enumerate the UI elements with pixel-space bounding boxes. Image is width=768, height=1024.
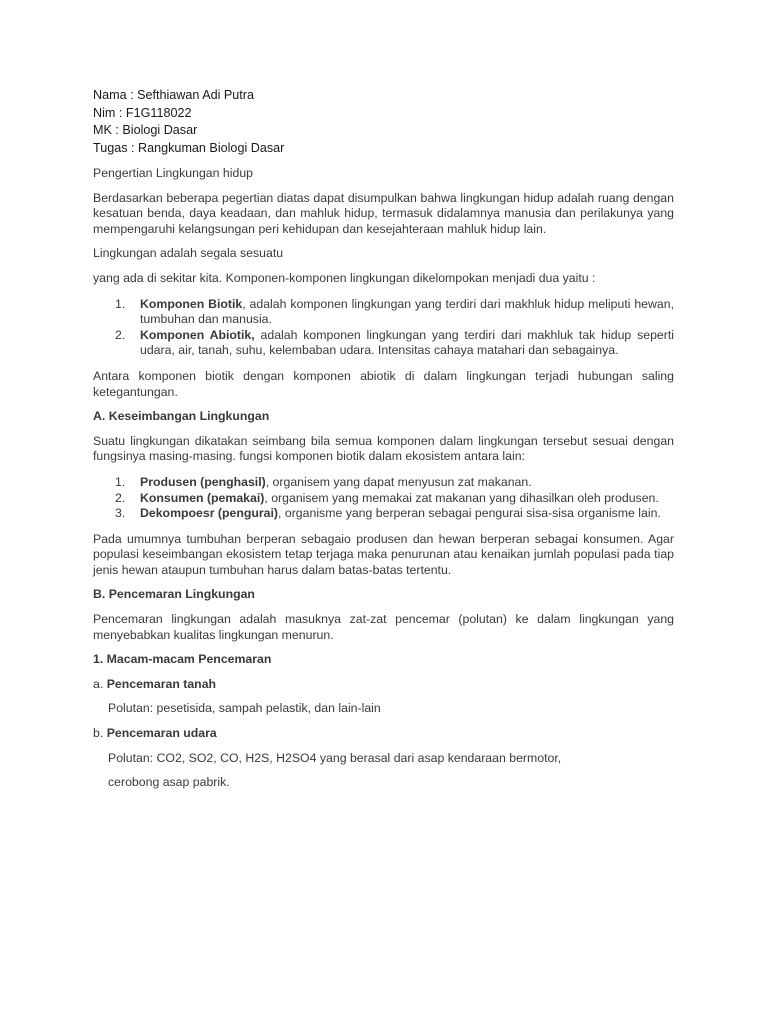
function-list: [93, 475, 674, 522]
list-item: 3. Dekompoesr (pengurai), organisme yang berperan sebagai pengurai sisa-sisa organisme lain.: [115, 506, 661, 521]
subsection-item: a. Pencemaran tanah: [93, 676, 217, 691]
paragraph: cerobong asap pabrik.: [108, 775, 230, 790]
paragraph: Pada umumnya tumbuhan berperan sebagaio produsen dan hewan berperan sebagai konsumen. Agar populasi keseimbangan ekosistem tetap terjaga maka penurunan atau kenaikan jumlah populasi pada tiap jenis hewan ataupun tumbuhan harus dalam batas-batas tertentu.: [93, 531, 674, 577]
paragraph: yang ada di sekitar kita. Komponen-komponen lingkungan dikelompokan menjadi dua yaitu :: [93, 270, 596, 285]
course-name: MK : Biologi Dasar: [93, 123, 198, 137]
section-heading: Pengertian Lingkungan hidup: [93, 166, 253, 180]
document-body: [93, 166, 674, 791]
list-item: 1. Produsen (penghasil), organisem yang dapat menyusun zat makanan.: [115, 474, 532, 489]
list-item: 2. Komponen Abiotik, adalah komponen lingkungan yang terdiri dari makhluk tak hidup seperti udara, air, tanah, suhu, kelembaban udara. Intensitas cahaya matahari dan sebagainya.: [115, 327, 674, 358]
subsection-item: b. Pencemaran udara: [93, 726, 217, 741]
assignment-title: Tugas : Rangkuman Biologi Dasar: [93, 140, 285, 155]
paragraph: Berdasarkan beberapa pegertian diatas dapat disumpulkan bahwa lingkungan hidup adalah ruang dengan kesatuan benda, daya keadaan, dan mahluk hidup, termasuk didalamnya manusia dan perilakunya yang mempengaruhi kelangsungan peri kehidupan dan kesejahteraan mahluk hidup lain.: [93, 190, 674, 236]
component-list: [93, 297, 674, 359]
paragraph: Suatu lingkungan dikatakan seimbang bila semua komponen dalam lingkungan tersebut sesuai dengan fungsinya masing-masing. fungsi komponen biotik dalam ekosistem antara lain:: [93, 433, 674, 464]
paragraph: Polutan: pesetisida, sampah pelastik, dan lain-lain: [108, 701, 381, 716]
list-item: 2. Konsumen (pemakai), organisem yang memakai zat makanan yang dihasilkan oleh produsen.: [115, 490, 659, 505]
paragraph: Antara komponen biotik dengan komponen abiotik di dalam lingkungan terjadi hubungan saling ketegantungan.: [93, 368, 674, 399]
student-nim: Nim : F1G118022: [93, 105, 192, 120]
paragraph: Pencemaran lingkungan adalah masuknya zat-zat pencemar (polutan) ke dalam lingkungan yang menyebabkan kualitas lingkungan menurun.: [93, 612, 674, 642]
section-heading: A. Keseimbangan Lingkungan: [93, 409, 270, 424]
list-item: 1. Komponen Biotik, adalah komponen lingkungan yang terdiri dari makhluk hidup meliputi hewan, tumbuhan dan manusia.: [115, 296, 674, 327]
paragraph: Polutan: CO2, SO2, CO, H2S, H2SO4 yang berasal dari asap kendaraan bermotor,: [108, 750, 562, 765]
section-heading: B. Pencemaran Lingkungan: [93, 587, 255, 602]
subsection-heading: 1. Macam-macam Pencemaran: [93, 652, 272, 667]
student-info: [93, 87, 284, 157]
student-name: Nama : Sefthiawan Adi Putra: [93, 88, 255, 102]
paragraph: Lingkungan adalah segala sesuatu: [93, 246, 284, 261]
